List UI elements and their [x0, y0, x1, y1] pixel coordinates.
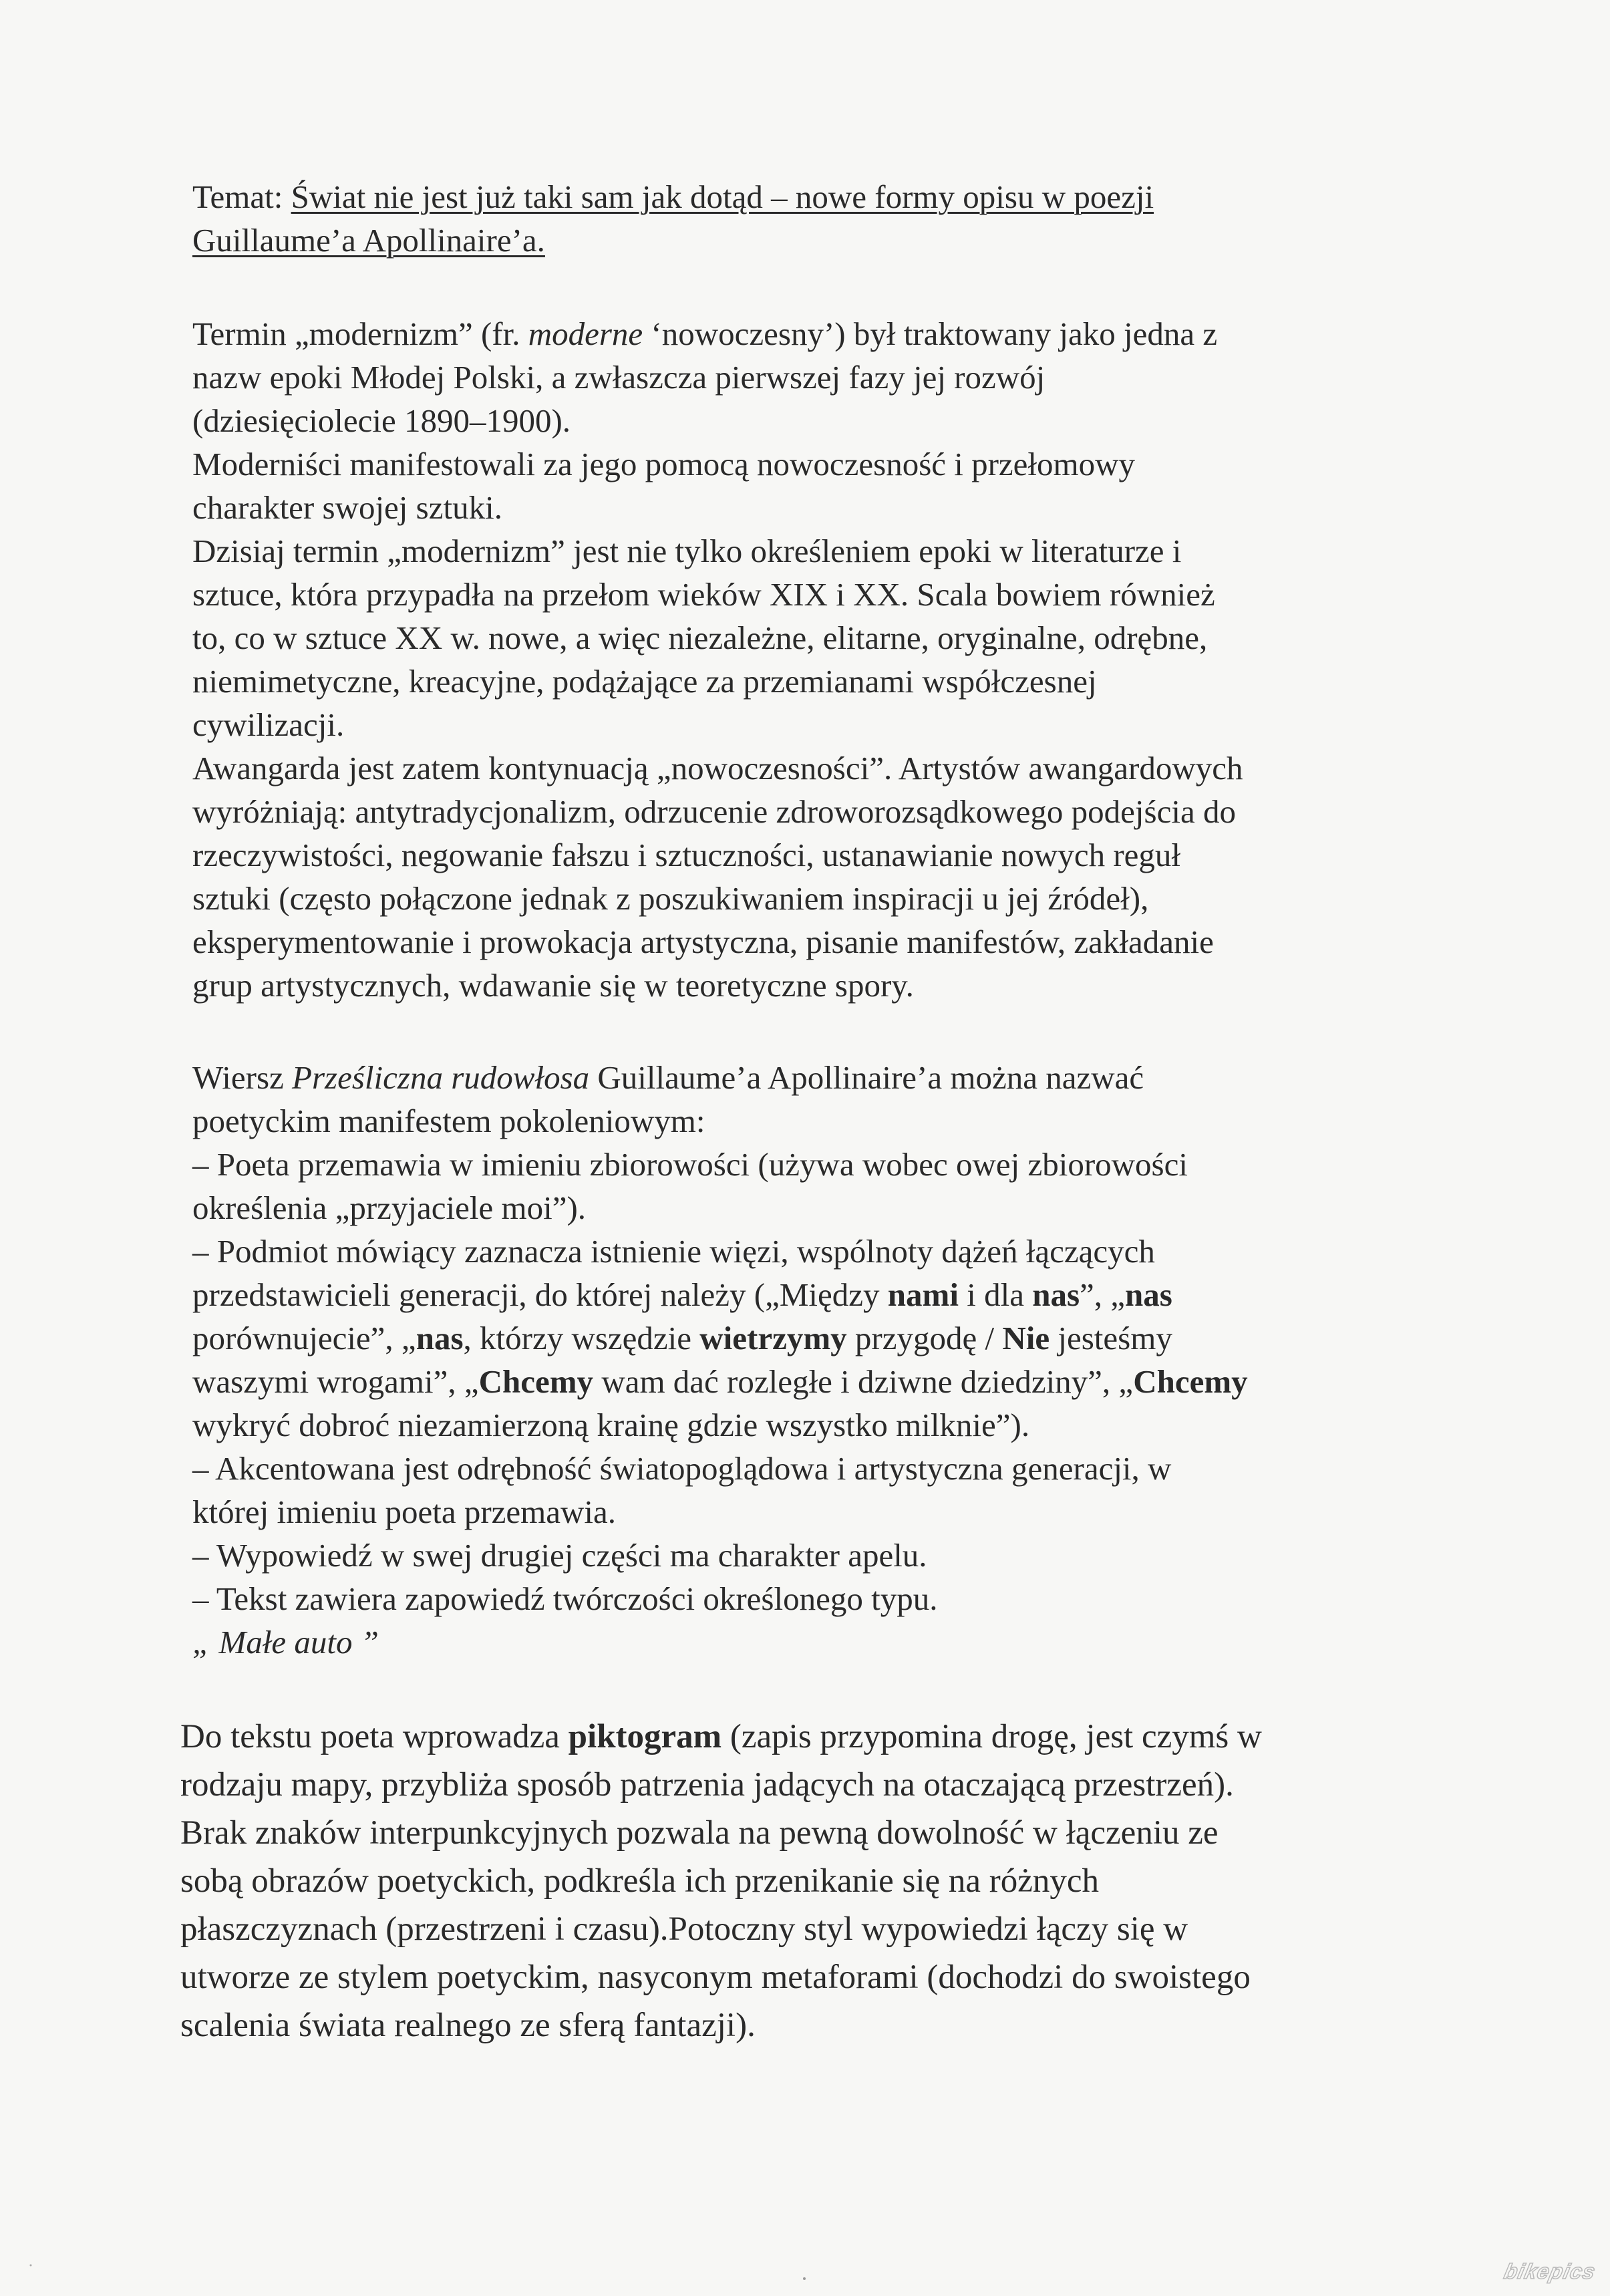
text-line: scalenia świata realnego ze sferą fantazji).	[180, 2007, 756, 2044]
bold-word: nas	[1125, 1276, 1172, 1313]
bold-word: Nie	[1002, 1320, 1050, 1356]
text-line: rzeczywistości, negowanie fałszu i sztuczności, ustanawianie nowych reguł	[192, 837, 1180, 873]
text-fragment: przygodę /	[846, 1320, 1003, 1356]
text-line	[192, 1316, 1435, 1360]
text-fragment: Wiersz	[192, 1059, 293, 1096]
poem-title-male-auto: „ Małe auto ”	[192, 1624, 379, 1661]
paragraph-pictogram	[180, 1713, 1435, 2049]
text-fragment: wam dać rozległe i dziwne dziedziny”, „	[593, 1363, 1134, 1400]
bold-word: nas	[416, 1320, 464, 1356]
text-line: wykryć dobroć niezamierzoną krainę gdzie wszystko milknie”).	[192, 1407, 1030, 1443]
text-fragment: waszymi wrogami”, „	[192, 1363, 479, 1400]
bold-word: piktogram	[568, 1718, 722, 1755]
text-line: wyróżniają: antytradycjonalizm, odrzucenie zdroworozsądkowego podejścia do	[192, 793, 1236, 830]
text-line: określenia „przyjaciele moi”).	[192, 1189, 587, 1226]
text-line: – Tekst zawiera zapowiedź twórczości określonego typu.	[192, 1580, 938, 1617]
text-fragment: i dla	[958, 1276, 1033, 1313]
text-fragment: Termin „modernizm” (fr.	[192, 315, 528, 352]
text-line: Dzisiaj termin „modernizm” jest nie tylko określeniem epoki w literaturze i	[192, 533, 1182, 569]
text-line: – Podmiot mówiący zaznacza istnienie więzi, wspólnoty dążeń łączących	[192, 1233, 1155, 1270]
bold-word: wietrzymy	[699, 1320, 847, 1356]
topic-label: Temat:	[192, 178, 291, 215]
poem-title: Prześliczna rudowłosa	[292, 1059, 590, 1096]
text-fragment: ‘nowoczesny’) był traktowany jako jedna z	[643, 315, 1218, 352]
document-page	[180, 175, 1435, 2049]
text-line	[192, 1056, 1435, 1099]
text-line: niemimetyczne, kreacyjne, podążające za przemianami współczesnej	[192, 663, 1097, 700]
text-line	[180, 1713, 1435, 1761]
topic-title-continued: Guillaume’a Apollinaire’a.	[192, 222, 545, 259]
text-line: płaszczyznach (przestrzeni i czasu).Potoczny styl wypowiedzi łączy się w	[180, 1910, 1188, 1948]
bold-word: nami	[887, 1276, 959, 1313]
text-line: nazw epoki Młodej Polski, a zwłaszcza pierwszej fazy jej rozwój	[192, 359, 1045, 396]
bold-word: nas	[1032, 1276, 1080, 1313]
text-line	[192, 1273, 1435, 1316]
text-line: sobą obrazów poetyckich, podkreśla ich przenikanie się na różnych	[180, 1862, 1100, 1900]
text-line: – Wypowiedź w swej drugiej części ma charakter apelu.	[192, 1537, 927, 1574]
text-line: której imieniu poeta przemawia.	[192, 1493, 617, 1530]
topic-line-2	[192, 219, 1435, 262]
text-line: – Akcentowana jest odrębność światopoglądowa i artystyczna generacji, w	[192, 1450, 1172, 1487]
text-line: sztuki (często połączone jednak z poszukiwaniem inspiracji u jej źródeł),	[192, 880, 1149, 917]
text-line: grup artystycznych, wdawanie się w teoretyczne spory.	[192, 967, 914, 1004]
text-line: poetyckim manifestem pokoleniowym:	[192, 1103, 705, 1139]
text-line: utworze ze stylem poetyckim, nasyconym metaforami (dochodzi do swoistego	[180, 1959, 1251, 1996]
bold-word: Chcemy	[1133, 1363, 1248, 1400]
text-line: sztuce, która przypadła na przełom wieków XIX i XX. Scala bowiem również	[192, 576, 1215, 613]
text-line: Moderniści manifestowali za jego pomocą nowoczesność i przełomowy	[192, 446, 1136, 482]
text-line: charakter swojej sztuki.	[192, 489, 502, 526]
text-line: eksperymentowanie i prowokacja artystyczna, pisanie manifestów, zakładanie	[192, 923, 1214, 960]
topic-title: Świat nie jest już taki sam jak dotąd – nowe formy opisu w poezji	[291, 178, 1154, 215]
text-line: (dziesięciolecie 1890–1900).	[192, 402, 571, 439]
text-fragment: , którzy wszędzie	[463, 1320, 700, 1356]
text-line: Brak znaków interpunkcyjnych pozwala na pewną dowolność w łączeniu ze	[180, 1814, 1219, 1852]
text-fragment: ”, „	[1080, 1276, 1126, 1313]
text-fragment: (zapis przypomina drogę, jest czymś w	[721, 1718, 1262, 1755]
text-fragment: przedstawicieli generacji, do której należy („Między	[192, 1276, 888, 1313]
text-fragment: Do tekstu poeta wprowadza	[180, 1718, 569, 1755]
text-line: to, co w sztuce XX w. nowe, a więc niezależne, elitarne, oryginalne, odrębne,	[192, 619, 1208, 656]
paragraph-poem-analysis	[192, 1056, 1435, 1664]
topic-line-1	[192, 175, 1435, 219]
italic-term: moderne	[528, 315, 643, 352]
text-fragment: Guillaume’a Apollinaire’a można nazwać	[589, 1059, 1144, 1096]
text-line: rodzaju mapy, przybliża sposób patrzenia jadących na otaczającą przestrzeń).	[180, 1766, 1234, 1804]
text-fragment: jesteśmy	[1050, 1320, 1172, 1356]
bold-word: Chcemy	[478, 1363, 594, 1400]
text-fragment: porównujecie”, „	[192, 1320, 416, 1356]
paragraph-modernism	[192, 312, 1435, 1007]
text-line	[192, 312, 1435, 355]
text-line: – Poeta przemawia w imieniu zbiorowości (używa wobec owej zbiorowości	[192, 1146, 1188, 1183]
text-line: Awangarda jest zatem kontynuacją „nowoczesności”. Artystów awangardowych	[192, 750, 1243, 786]
text-line: cywilizacji.	[192, 706, 345, 743]
watermark-logo: bikepics	[1502, 2259, 1598, 2283]
text-line	[192, 1360, 1435, 1403]
